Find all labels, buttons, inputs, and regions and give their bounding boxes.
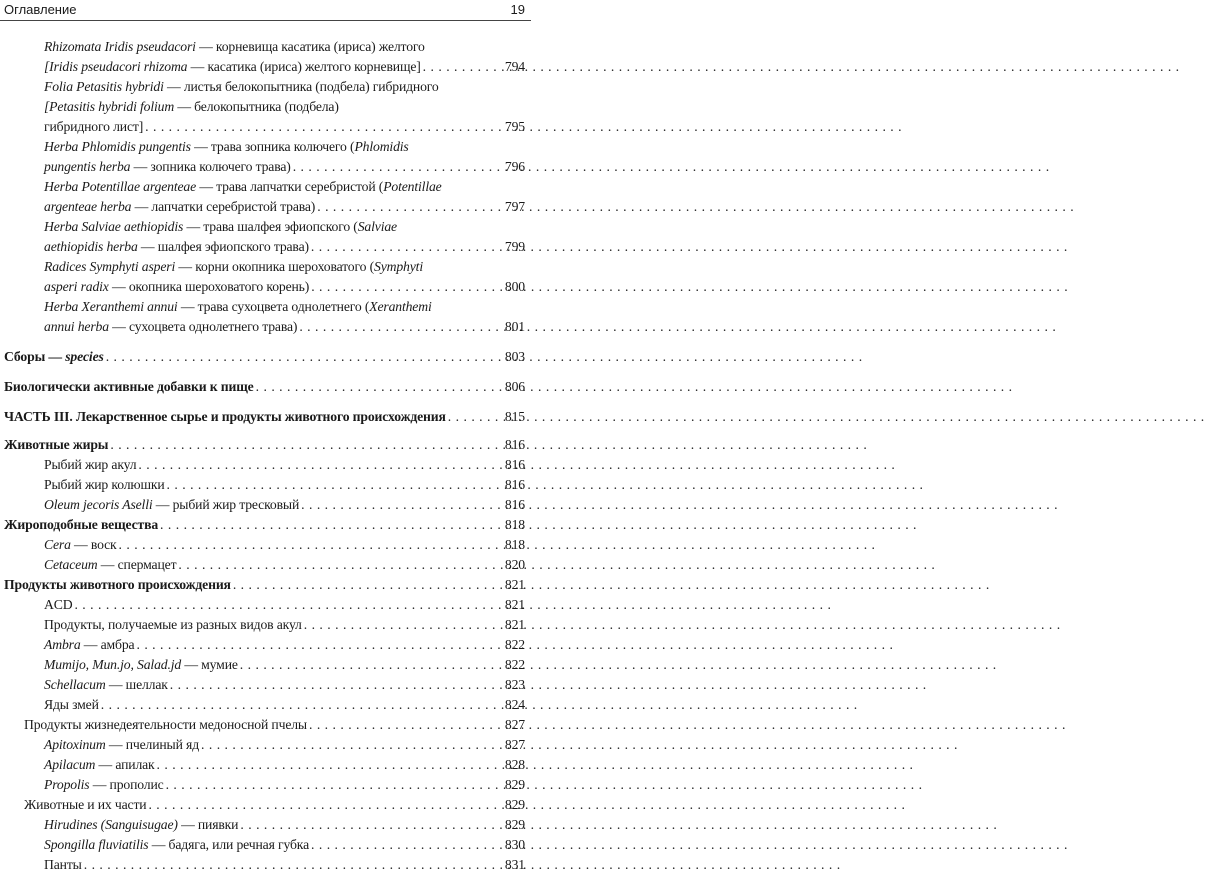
toc-entry-hirudines[interactable] [4,815,525,835]
latin-name: Radices Symphyti asperi [44,259,176,274]
toc-entry-cera[interactable] [4,535,525,555]
latin-name: Schellacum [44,677,106,692]
entry-text: — пиявки [177,817,239,832]
toc-entry-apitoxinum[interactable] [4,735,525,755]
latin-name: Symphyti [374,259,423,274]
latin-name: Rhizomata Iridis pseudacori [44,39,196,54]
entry-text: Продукты жизнедеятельности медоносной пчелы [24,717,307,732]
entry-text: — апилак [95,757,155,772]
page [0,0,531,872]
entry-text: — сухоцвета однолетнего трава) [108,319,298,334]
entry-text: — листья белокопытника (подбела) гибридного [163,79,439,94]
page-number: 799 [504,239,525,254]
entry-text: — рыбий жир тресковый [152,497,300,512]
latin-name: Phlomidis [354,139,409,154]
leader-dots [201,735,503,755]
latin-name: pungentis herba [44,159,131,174]
leader-dots [423,57,503,77]
page-number: 827 [504,717,525,732]
entry-text: — бадяга, или речная губка [148,837,310,852]
entry-text: — трава лапчатки серебристой ( [196,179,384,194]
page-number: 831 [504,857,525,872]
entry-text: Сборы — [4,349,66,364]
toc-entry-acd[interactable] [4,595,525,615]
leader-dots [256,377,503,397]
leader-dots [136,635,502,655]
leader-dots [311,277,503,297]
page-number: 830 [504,837,525,852]
leader-dots [101,695,503,715]
leader-dots [299,317,503,337]
toc-entry-oleum-jecoris[interactable] [4,495,525,515]
page-number: 829 [504,777,525,792]
header-page-number: 19 [510,2,525,17]
entry-text: — амбра [80,637,135,652]
entry-text: — зопника колючего трава) [130,159,291,174]
page-number: 822 [504,657,525,672]
page-number: 827 [504,737,525,752]
latin-name: annui herba [44,319,109,334]
entry-text: — белокопытника (подбела) [174,99,339,114]
page-number: 794 [504,59,525,74]
entry-text: — мумие [181,657,238,672]
page-number: 818 [504,517,525,532]
running-header [0,0,531,21]
latin-name: Cetaceum [44,557,98,572]
entry-text: Животные жиры [4,437,109,452]
latin-name: Salviae [357,219,397,234]
page-number: 821 [504,597,525,612]
leader-dots [448,407,503,427]
page-number: 824 [504,697,525,712]
toc-entry-animal-products[interactable] [4,575,525,595]
leader-dots [138,455,503,475]
latin-name: Hirudines (Sanguisugae) [44,817,178,832]
entry-text: ЧАСТЬ III. Лекарственное сырье и продукты животного происхождения [4,409,446,424]
page-number: 816 [504,457,525,472]
page-number: 816 [504,497,525,512]
leader-dots [167,475,503,495]
entry-text: — трава сухоцвета однолетнего ( [177,299,370,314]
entry-text: гибридного лист] [44,119,144,134]
page-number: 820 [504,557,525,572]
toc-entry-panty[interactable] [4,855,525,875]
toc-entry-bee-products[interactable] [4,715,525,735]
leader-dots [160,515,503,535]
entry-text: Яды змей [44,697,99,712]
page-number: 795 [504,119,525,134]
leader-dots [311,237,503,257]
entry-text: Продукты, получаемые из разных видов акул [44,617,302,632]
entry-text: Продукты животного происхождения [4,577,231,592]
entry-text: Рыбий жир акул [44,457,137,472]
page-number: 821 [504,577,525,592]
header-title: Оглавление [4,2,77,17]
page-number: 821 [504,617,525,632]
leader-dots [233,575,503,595]
toc-entry-herba-potentillae[interactable] [4,177,525,217]
latin-name: Cera [44,537,71,552]
toc-entry-part-3[interactable] [4,407,525,427]
latin-name: [Petasitis hybridi folium [44,99,175,114]
entry-text: — трава зопника колючего ( [190,139,355,154]
page-number: 797 [504,199,525,214]
toc-entry-apilacum[interactable] [4,755,525,775]
leader-dots [145,117,503,137]
entry-text: — шеллак [105,677,168,692]
page-number: 816 [504,437,525,452]
toc-entry-animal-fats[interactable] [4,435,525,455]
toc-entry-shark-products[interactable] [4,615,525,635]
page-number: 800 [504,279,525,294]
entry-text: Рыбий жир колюшки [44,477,165,492]
entry-text: — пчелиный яд [105,737,200,752]
latin-name: Propolis [44,777,90,792]
entry-text: Жироподобные вещества [4,517,159,532]
toc-entry-shark-oil[interactable] [4,455,525,475]
toc-entry-folia-petasitis[interactable] [4,77,525,137]
entry-text: — воск [70,537,117,552]
latin-name: argenteae herba [44,199,132,214]
latin-name: Herba Potentillae argenteae [44,179,197,194]
page-number: 803 [504,349,525,364]
leader-dots [309,715,503,735]
entry-text: — трава шалфея эфиопского ( [183,219,358,234]
toc-entry-wax-like[interactable] [4,515,525,535]
toc-entry-mumijo[interactable] [4,655,525,675]
entry-text: — шалфея эфиопского трава) [137,239,309,254]
entry-text: — окопника шероховатого корень) [108,279,310,294]
toc-entry-bad[interactable] [4,377,525,397]
page-number: 829 [504,817,525,832]
leader-dots [240,655,503,675]
toc-entry-herba-phlomidis[interactable] [4,137,525,177]
leader-dots [119,535,503,555]
toc-entry-snake-venoms[interactable] [4,695,525,715]
entry-text: — корни окопника шероховатого ( [175,259,374,274]
latin-name: [Iridis pseudacori rhizoma [44,59,188,74]
page-number: 822 [504,637,525,652]
page-number: 829 [504,797,525,812]
page-number: 818 [504,537,525,552]
toc-entry-propolis[interactable] [4,775,525,795]
entry-text: Животные и их части [24,797,147,812]
entry-text: — корневища касатика (ириса) желтого [195,39,425,54]
latin-name: species [65,349,104,364]
toc-entry-stickleback-oil[interactable] [4,475,525,495]
toc-entry-herba-salviae[interactable] [4,217,525,257]
leader-dots [301,495,503,515]
leader-dots [304,615,503,635]
latin-name: Folia Petasitis hybridi [44,79,164,94]
page-number: 816 [504,477,525,492]
page-number: 801 [504,319,525,334]
entry-text: — касатика (ириса) желтого корневище] [187,59,421,74]
toc-entry-ambra[interactable] [4,635,525,655]
leader-dots [157,755,503,775]
entry-text: Биологически активные добавки к пище [4,379,254,394]
toc-entry-animals-and-parts[interactable] [4,795,525,815]
latin-name: Herba Salviae aethiopidis [44,219,184,234]
leader-dots [110,435,503,455]
latin-name: Herba Xeranthemi annui [44,299,178,314]
entry-text: ACD [44,597,73,612]
leader-dots [317,197,503,217]
latin-name: Apitoxinum [44,737,106,752]
leader-dots [106,347,503,367]
toc-entry-herba-xeranthemi[interactable] [4,297,525,337]
toc-entry-sbory[interactable] [4,347,525,367]
leader-dots [74,595,502,615]
leader-dots [166,775,503,795]
latin-name: aethiopidis herba [44,239,138,254]
leader-dots [148,795,502,815]
latin-name: Oleum jecoris Aselli [44,497,153,512]
toc-entry-spongilla[interactable] [4,835,525,855]
toc-entry-cetaceum[interactable] [4,555,525,575]
entry-text: — прополис [89,777,164,792]
entry-text: — лапчатки серебристой трава) [131,199,316,214]
latin-name: asperi radix [44,279,109,294]
table-of-contents [4,37,525,875]
latin-name: Potentillae [383,179,442,194]
latin-name: Apilacum [44,757,96,772]
entry-text: Панты [44,857,82,872]
leader-dots [178,555,503,575]
toc-entry-radices-symphyti[interactable] [4,257,525,297]
leader-dots [311,835,503,855]
leader-dots [170,675,503,695]
latin-name: Ambra [44,637,81,652]
latin-name: Herba Phlomidis pungentis [44,139,191,154]
page-number: 823 [504,677,525,692]
toc-entry-rhizomata-iridis[interactable] [4,37,525,77]
toc-entry-schellacum[interactable] [4,675,525,695]
latin-name: Mumijo, Mun.jo, Salad.jd [44,657,182,672]
page-number: 815 [504,409,525,424]
latin-name: Spongilla fluviatilis [44,837,149,852]
entry-text: — спермацет [97,557,177,572]
latin-name: Xeranthemi [369,299,432,314]
leader-dots [84,855,503,875]
page-number: 828 [504,757,525,772]
leader-dots [293,157,503,177]
page-number: 796 [504,159,525,174]
leader-dots [240,815,503,835]
page-number: 806 [504,379,525,394]
